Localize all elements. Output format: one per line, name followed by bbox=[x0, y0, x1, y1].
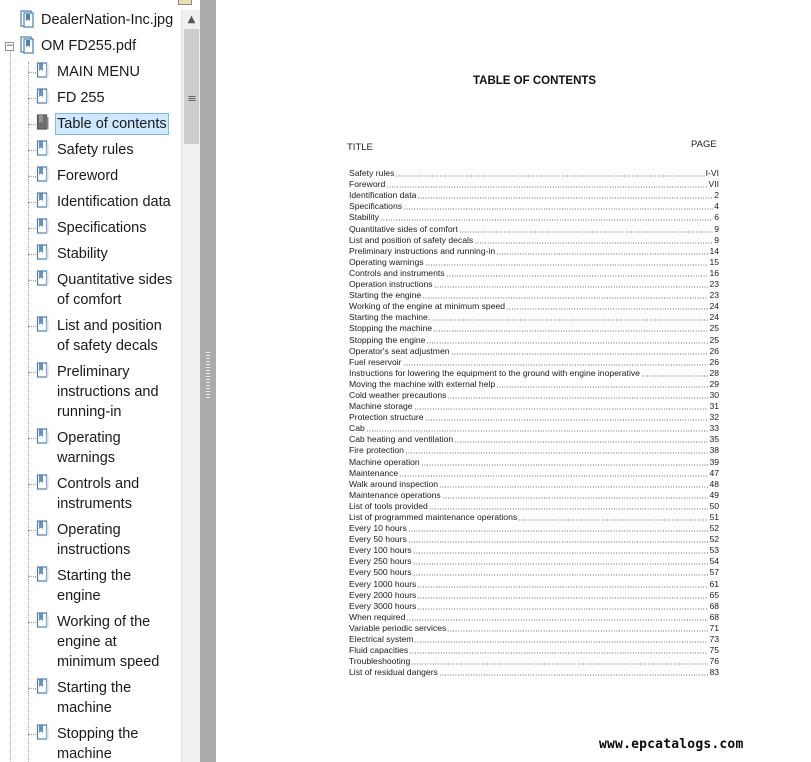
tree-connector bbox=[28, 202, 36, 203]
attachment-label: OM FD255.pdf bbox=[41, 38, 137, 54]
toc-leader-dots bbox=[395, 168, 704, 178]
bookmark-icon bbox=[36, 244, 50, 264]
bookmark-icon bbox=[36, 62, 50, 82]
toc-entry-page: 9 bbox=[714, 234, 719, 245]
toc-entry-title: Every 100 hours bbox=[349, 545, 412, 556]
toc-entry-page: 57 bbox=[709, 567, 719, 578]
bookmarks-panel bbox=[0, 0, 200, 762]
toc-entry-title: Operating warnings bbox=[349, 256, 424, 267]
toc-entry-page: 16 bbox=[709, 267, 719, 278]
toc-entry-page: 6 bbox=[714, 212, 719, 223]
toc-entry[interactable] bbox=[349, 267, 719, 278]
toc-leader-dots bbox=[366, 423, 709, 433]
bookmark-item[interactable] bbox=[36, 218, 147, 238]
bookmark-icon bbox=[36, 474, 50, 494]
tree-connector bbox=[28, 176, 36, 177]
toc-leader-dots bbox=[447, 390, 708, 400]
toc-entry-title: Starting the engine bbox=[349, 290, 422, 301]
toc-entry-title: List and position of safety decals bbox=[349, 234, 474, 245]
tree-connector bbox=[28, 576, 36, 577]
tree-connector bbox=[28, 280, 36, 281]
toc-leader-dots bbox=[641, 368, 709, 378]
toc-leader-dots bbox=[496, 246, 708, 256]
toc-entry[interactable] bbox=[349, 489, 719, 500]
toc-entry[interactable] bbox=[349, 589, 719, 600]
toc-leader-dots bbox=[414, 401, 709, 411]
toc-entry[interactable] bbox=[349, 189, 719, 200]
bookmark-label: Safety rules bbox=[57, 142, 134, 158]
bookmark-item[interactable] bbox=[36, 428, 122, 468]
toc-leader-dots bbox=[518, 512, 708, 522]
toc-leader-dots bbox=[405, 445, 709, 455]
bookmark-item[interactable] bbox=[36, 316, 163, 356]
toc-entry[interactable] bbox=[349, 389, 719, 400]
tree-line bbox=[28, 62, 29, 762]
toc-entry-title: Operation instructions bbox=[349, 279, 433, 290]
toc-entry[interactable] bbox=[349, 345, 719, 356]
toc-entry[interactable] bbox=[349, 566, 719, 577]
bookmark-label: Starting the engine bbox=[57, 568, 132, 604]
bookmark-icon bbox=[36, 218, 50, 238]
bookmark-item[interactable] bbox=[36, 140, 135, 160]
bookmark-label: Quantitative sides of comfort bbox=[57, 272, 173, 308]
tree-connector bbox=[28, 438, 36, 439]
toc-leader-dots bbox=[439, 479, 708, 489]
pane-splitter[interactable] bbox=[200, 0, 216, 762]
toc-entry-title: Every 250 hours bbox=[349, 556, 412, 567]
toc-entry-title: Protection structure bbox=[349, 412, 424, 423]
toc-entry-title: Instructions for lowering the equipment to the ground with engine inoperative bbox=[349, 367, 640, 378]
tree-connector bbox=[28, 372, 36, 373]
toc-entry-page: 29 bbox=[709, 378, 719, 389]
toc-entry-page: 71 bbox=[709, 622, 719, 633]
toc-entry-page: 31 bbox=[709, 401, 719, 412]
bookmark-item[interactable] bbox=[36, 88, 106, 108]
toc-entry[interactable] bbox=[349, 633, 719, 644]
toc-entry-page: 51 bbox=[709, 512, 719, 522]
toc-entry[interactable] bbox=[349, 500, 719, 511]
tree-connector bbox=[28, 622, 36, 623]
toc-leader-dots bbox=[380, 212, 713, 222]
toc-entry[interactable] bbox=[349, 289, 719, 300]
bookmark-icon bbox=[36, 612, 50, 632]
toc-entry[interactable] bbox=[349, 211, 719, 222]
toc-entry[interactable] bbox=[349, 555, 719, 566]
toc-entry-title: Stopping the engine bbox=[349, 334, 426, 345]
toc-leader-dots bbox=[425, 257, 709, 267]
toc-entry-page: 25 bbox=[709, 323, 719, 334]
toc-entry-page: 14 bbox=[709, 245, 719, 256]
bookmark-icon bbox=[36, 428, 50, 448]
bookmark-label: Controls and instruments bbox=[57, 476, 140, 512]
toc-entry[interactable] bbox=[349, 533, 719, 544]
toc-leader-dots bbox=[434, 279, 709, 289]
toc-entry[interactable] bbox=[349, 367, 719, 378]
toc-entry[interactable] bbox=[349, 511, 719, 522]
toc-entry-page: 49 bbox=[709, 489, 719, 500]
toc-entry[interactable] bbox=[349, 256, 719, 267]
toc-entry[interactable] bbox=[349, 222, 719, 233]
toc-leader-dots bbox=[442, 490, 709, 500]
panel-options-icon[interactable] bbox=[178, 0, 192, 5]
toc-entry[interactable] bbox=[349, 245, 719, 256]
toc-entry-title: Stopping the machine bbox=[349, 323, 433, 334]
toc-leader-dots bbox=[417, 601, 708, 611]
bookmark-item[interactable] bbox=[36, 362, 160, 422]
bookmark-icon bbox=[36, 270, 50, 290]
tree-line bbox=[10, 50, 11, 762]
bookmark-label: List and position of safety decals bbox=[57, 318, 162, 354]
bookmark-icon bbox=[36, 140, 50, 160]
bookmark-item[interactable] bbox=[36, 678, 132, 718]
bookmark-item[interactable] bbox=[36, 244, 109, 264]
bookmark-item[interactable] bbox=[36, 724, 139, 762]
toc-entry-page: 23 bbox=[709, 290, 719, 301]
toc-entry[interactable] bbox=[349, 300, 719, 311]
toc-entry-page: 68 bbox=[709, 600, 719, 611]
toc-entry-title: Every 2000 hours bbox=[349, 589, 417, 600]
toc-entry-page: 2 bbox=[714, 190, 719, 201]
bookmark-item[interactable] bbox=[36, 612, 160, 672]
bookmark-item[interactable] bbox=[36, 62, 141, 82]
bookmark-icon bbox=[36, 114, 50, 134]
toc-entry[interactable] bbox=[349, 178, 719, 189]
bookmark-item[interactable] bbox=[36, 166, 119, 186]
toc-leader-dots bbox=[413, 567, 709, 577]
toc-entry-title: Fluid capacities bbox=[349, 645, 409, 656]
toc-entry-page: 9 bbox=[714, 223, 719, 234]
toc-entry-page: 83 bbox=[709, 667, 719, 678]
toc-entry-title: Working of the engine at minimum speed bbox=[349, 301, 506, 312]
toc-leader-dots bbox=[426, 335, 708, 345]
tree-connector bbox=[28, 254, 36, 255]
toc-leader-dots bbox=[417, 579, 708, 589]
scroll-up-icon[interactable]: ▲ bbox=[187, 14, 196, 25]
toc-entry-title: When required bbox=[349, 611, 406, 622]
bookmark-label: Working of the engine at minimum speed bbox=[57, 614, 160, 670]
bookmark-icon bbox=[36, 724, 50, 744]
toc-entry[interactable] bbox=[349, 356, 719, 367]
toc-leader-dots bbox=[406, 612, 708, 622]
toc-entry[interactable] bbox=[349, 577, 719, 588]
toc-entry-title: Cab bbox=[349, 423, 365, 434]
bookmark-icon bbox=[36, 678, 50, 698]
toc-entry-page: 15 bbox=[709, 256, 719, 267]
toc-entry[interactable] bbox=[349, 411, 719, 422]
toc-leader-dots bbox=[451, 346, 709, 356]
tree-connector bbox=[28, 124, 36, 125]
toc-entry-title: Foreword bbox=[349, 179, 386, 190]
toc-entry-title: Cold weather precautions bbox=[349, 389, 447, 400]
bookmark-icon bbox=[36, 192, 50, 212]
toc-leader-dots bbox=[386, 179, 707, 189]
document-icon bbox=[20, 36, 34, 56]
column-header-title: TITLE bbox=[347, 142, 373, 153]
toc-entry-page: 52 bbox=[709, 523, 719, 534]
toc-entry-title: Every 50 hours bbox=[349, 534, 407, 545]
bookmark-label: Operating instructions bbox=[57, 522, 131, 558]
toc-leader-dots bbox=[411, 656, 708, 666]
toc-entry-page: 73 bbox=[709, 634, 719, 645]
bookmark-icon bbox=[36, 520, 50, 540]
toc-entry-page: 50 bbox=[709, 500, 719, 511]
bookmark-item[interactable] bbox=[36, 114, 168, 134]
toc-entry-title: Specifications bbox=[349, 201, 403, 212]
tree-connector bbox=[28, 326, 36, 327]
bookmark-icon bbox=[36, 166, 50, 186]
bookmark-icon bbox=[36, 88, 50, 108]
toc-entry-title: Identification data bbox=[349, 190, 417, 201]
toc-entry-title: Every 1000 hours bbox=[349, 578, 417, 589]
toc-entry[interactable] bbox=[349, 234, 719, 245]
toc-entry-page: 35 bbox=[709, 434, 719, 445]
toc-leader-dots bbox=[496, 379, 708, 389]
toc-entry-page: 4 bbox=[714, 201, 719, 212]
toc-entry-title: Moving the machine with external help bbox=[349, 378, 496, 389]
pdf-page bbox=[216, 0, 811, 762]
bookmark-label: Foreword bbox=[57, 168, 119, 184]
scroll-grip-icon: ≡ bbox=[187, 92, 197, 105]
watermark: www.epcatalogs.com bbox=[599, 737, 744, 752]
toc-entry[interactable] bbox=[349, 600, 719, 611]
collapse-toggle[interactable]: − bbox=[6, 41, 14, 51]
tree-connector bbox=[28, 72, 36, 73]
toc-entry[interactable] bbox=[349, 333, 719, 344]
toc-leader-dots bbox=[422, 290, 708, 300]
toc-entry[interactable] bbox=[349, 311, 719, 322]
toc-entry-title: Preliminary instructions and running-in bbox=[349, 245, 496, 256]
toc-leader-dots bbox=[433, 323, 708, 333]
bookmark-label: Table of contents bbox=[57, 116, 167, 132]
toc-entry-page: 48 bbox=[709, 478, 719, 489]
toc-entry-title: Machine storage bbox=[349, 401, 413, 412]
tree-connector bbox=[28, 734, 36, 735]
bookmark-label: Starting the machine bbox=[57, 680, 132, 716]
toc-entry[interactable] bbox=[349, 433, 719, 444]
splitter-grip-icon[interactable] bbox=[206, 352, 210, 398]
toc-leader-dots bbox=[408, 534, 709, 544]
bookmark-label: Operating warnings bbox=[57, 430, 121, 466]
bookmark-item[interactable] bbox=[36, 192, 172, 212]
toc-entry[interactable] bbox=[349, 278, 719, 289]
toc-entry-title: Maintenance bbox=[349, 467, 399, 478]
page-title: TABLE OF CONTENTS bbox=[473, 75, 597, 87]
tree-connector bbox=[28, 228, 36, 229]
toc-entry-title: Every 10 hours bbox=[349, 523, 407, 534]
toc-entry-title: Machine operation bbox=[349, 456, 420, 467]
toc-leader-dots bbox=[429, 501, 709, 511]
bookmark-item[interactable] bbox=[36, 474, 140, 514]
toc-entry-title: List of programmed maintenance operations bbox=[349, 512, 518, 522]
tree-connector bbox=[28, 98, 36, 99]
document-icon bbox=[20, 10, 34, 30]
toc-entry-title: Cab heating and ventilation bbox=[349, 434, 454, 445]
toc-entry[interactable] bbox=[349, 544, 719, 555]
toc-entry-title: Fire protection bbox=[349, 445, 404, 456]
bookmark-label: Identification data bbox=[57, 194, 171, 210]
toc-entry[interactable] bbox=[349, 666, 719, 677]
toc-entry-title: Starting the machine. bbox=[349, 312, 431, 323]
toc-entry-page: 75 bbox=[709, 645, 719, 656]
toc-entry-title: Safety rules bbox=[349, 168, 395, 179]
toc-entry-page: 25 bbox=[709, 334, 719, 345]
toc-entry-title: Fuel reservoir bbox=[349, 356, 402, 367]
tree-connector bbox=[28, 484, 36, 485]
toc-entry-page: 24 bbox=[709, 312, 719, 323]
toc-leader-dots bbox=[459, 224, 713, 234]
toc-entry-title: Quantitative sides of comfort bbox=[349, 223, 458, 234]
attachment-item[interactable] bbox=[20, 36, 137, 56]
bookmark-label: Stability bbox=[57, 246, 108, 262]
toc-leader-dots bbox=[417, 190, 713, 200]
toc-entry[interactable] bbox=[349, 522, 719, 533]
toc-entry-page: 28 bbox=[709, 367, 719, 378]
toc-entry-page: 23 bbox=[709, 279, 719, 290]
toc-entry-title: Every 500 hours bbox=[349, 567, 412, 578]
bookmark-label: Preliminary instructions and running-in bbox=[57, 364, 159, 420]
toc-entry-page: 39 bbox=[709, 456, 719, 467]
toc-entry-page: 54 bbox=[709, 556, 719, 567]
toc-leader-dots bbox=[403, 201, 713, 211]
toc-entry-page: 26 bbox=[709, 356, 719, 367]
tree-connector bbox=[28, 530, 36, 531]
attachment-label: DealerNation-Inc.jpg bbox=[41, 12, 174, 28]
toc-entry[interactable] bbox=[349, 455, 719, 466]
toc-leader-dots bbox=[446, 268, 709, 278]
toc-leader-dots bbox=[474, 235, 713, 245]
toc-leader-dots bbox=[403, 357, 709, 367]
bookmark-label: Specifications bbox=[57, 220, 147, 236]
bookmark-icon bbox=[36, 362, 50, 382]
toc-entry[interactable] bbox=[349, 622, 719, 633]
toc-leader-dots bbox=[421, 457, 709, 467]
toc-entry-page: 32 bbox=[709, 412, 719, 423]
toc-leader-dots bbox=[447, 623, 708, 633]
bookmark-item[interactable] bbox=[36, 566, 132, 606]
toc-entry-page: VII bbox=[708, 179, 719, 190]
toc-entry-title: Stability bbox=[349, 212, 380, 223]
toc-entry[interactable] bbox=[349, 611, 719, 622]
toc-leader-dots bbox=[399, 468, 708, 478]
toc-entry-title: Walk around inspection bbox=[349, 478, 439, 489]
toc-entry-page: 26 bbox=[709, 345, 719, 356]
toc-leader-dots bbox=[413, 556, 709, 566]
toc-entry-title: Maintenance operations bbox=[349, 489, 441, 500]
toc-entry[interactable] bbox=[349, 378, 719, 389]
toc-leader-dots bbox=[425, 412, 709, 422]
toc-leader-dots bbox=[414, 634, 708, 644]
toc-entry[interactable] bbox=[349, 322, 719, 333]
toc-leader-dots bbox=[409, 645, 708, 655]
toc-entry-page: 76 bbox=[709, 656, 719, 667]
toc-list bbox=[349, 167, 719, 677]
tree-connector bbox=[28, 150, 36, 151]
bookmark-icon bbox=[36, 316, 50, 336]
toc-entry-title: Every 3000 hours bbox=[349, 600, 417, 611]
toc-entry-page: I-VI bbox=[705, 168, 719, 179]
toc-leader-dots bbox=[408, 523, 709, 533]
bookmark-label: Stopping the machine bbox=[57, 726, 139, 762]
toc-entry[interactable] bbox=[349, 444, 719, 455]
toc-leader-dots bbox=[454, 434, 708, 444]
toc-entry-title: List of tools provided bbox=[349, 500, 428, 511]
bookmarks-scrollbar[interactable] bbox=[181, 10, 200, 762]
bookmark-label: MAIN MENU bbox=[57, 64, 140, 80]
toc-entry[interactable] bbox=[349, 400, 719, 411]
toc-entry-page: 68 bbox=[709, 611, 719, 622]
attachment-item[interactable] bbox=[20, 10, 174, 30]
column-header-page: PAGE bbox=[691, 139, 717, 150]
scrollbar-thumb[interactable] bbox=[184, 29, 199, 144]
bookmark-icon bbox=[36, 566, 50, 586]
bookmark-item[interactable] bbox=[36, 270, 173, 310]
toc-entry-title: Electrical system bbox=[349, 634, 414, 645]
toc-leader-dots bbox=[413, 545, 709, 555]
toc-leader-dots bbox=[417, 590, 708, 600]
bookmark-item[interactable] bbox=[36, 520, 131, 560]
toc-leader-dots bbox=[439, 667, 709, 677]
toc-entry-page: 38 bbox=[709, 445, 719, 456]
tree-connector bbox=[28, 688, 36, 689]
toc-entry-page: 24 bbox=[709, 301, 719, 312]
toc-entry-title: Operator's seat adjustmen bbox=[349, 345, 450, 356]
toc-entry-title: Variable periodic services bbox=[349, 622, 447, 633]
toc-entry-page: 33 bbox=[709, 423, 719, 434]
toc-entry-title: Controls and instruments bbox=[349, 267, 445, 278]
toc-entry-title: Troubleshooting bbox=[349, 656, 411, 667]
toc-entry[interactable] bbox=[349, 167, 719, 178]
toc-entry[interactable] bbox=[349, 200, 719, 211]
toc-entry[interactable] bbox=[349, 644, 719, 655]
toc-entry[interactable] bbox=[349, 655, 719, 666]
toc-entry-page: 53 bbox=[709, 545, 719, 556]
bookmark-label: FD 255 bbox=[57, 90, 105, 106]
toc-leader-dots bbox=[506, 301, 708, 311]
toc-entry-page: 65 bbox=[709, 589, 719, 600]
toc-entry-page: 30 bbox=[709, 389, 719, 400]
toc-entry-title: List of residual dangers bbox=[349, 667, 438, 678]
toc-entry[interactable] bbox=[349, 467, 719, 478]
toc-entry-page: 47 bbox=[709, 467, 719, 478]
toc-entry[interactable] bbox=[349, 478, 719, 489]
toc-entry-page: 61 bbox=[709, 578, 719, 589]
toc-entry[interactable] bbox=[349, 422, 719, 433]
toc-leader-dots bbox=[431, 312, 708, 322]
toc-entry-page: 52 bbox=[709, 534, 719, 545]
